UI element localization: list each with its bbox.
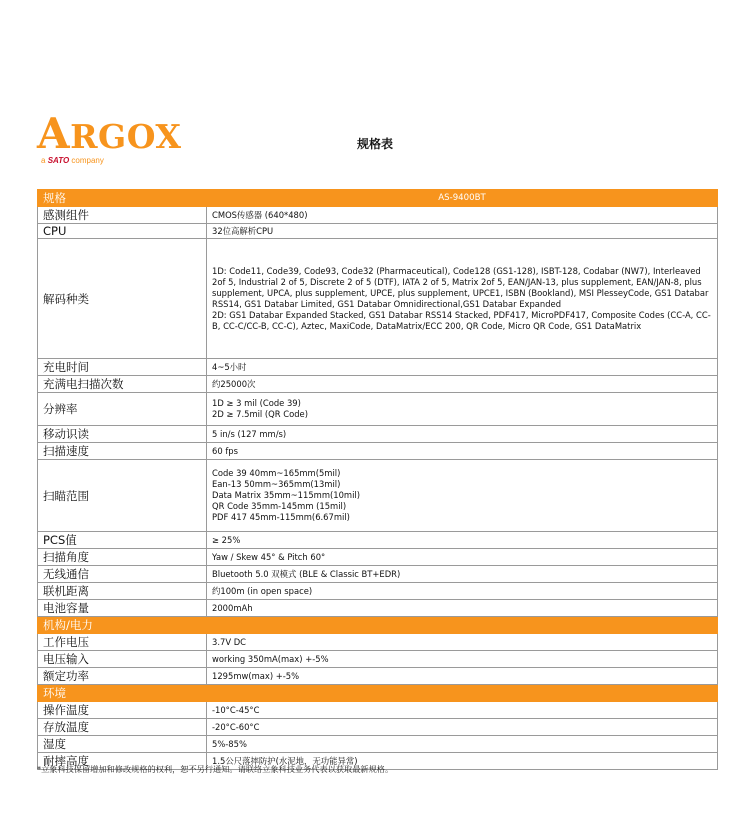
spec-key: 充电时间 <box>38 359 207 376</box>
spec-value: -20°C-60°C <box>207 719 718 736</box>
spec-key: 电压输入 <box>38 651 207 668</box>
sato-brand: SATO <box>47 156 70 165</box>
spec-value: Bluetooth 5.0 双模式 (BLE & Classic BT+EDR) <box>207 566 718 583</box>
spec-row <box>38 393 718 426</box>
spec-value: working 350mA(max) +-5% <box>207 651 718 668</box>
section-header <box>38 617 718 634</box>
spec-key: CPU <box>38 224 207 239</box>
spec-key: 移动识读 <box>38 426 207 443</box>
spec-value: 1D: Code11, Code39, Code93, Code32 (Pharmaceutical), Code128 (GS1-128), ISBT-128, Codabar (NW7), Interleaved 2of 5, Industrial 2 of 5, Discrete 2 of 5 (DTF), IATA 2 of 5, Matrix 2of 5, EAN/JAN-13, plus supplement, EAN/JAN-8, plus supplement, UPCA, plus supplement, UPCE, plus supplement, UPCE1, ISBN (Bookland), MSI PlesseyCode, GS1 Databar RSS14, GS1 Databar Limited, GS1 Databar Omnidirectional,GS1 Databar Expanded 2D: GS1 Databar Expanded Stacked, GS1 Databar RSS14 Stacked, PDF417, MicroPDF417, Composite Codes (CC-A, CC-B, CC-C/CC-B, CC-C), Aztec, MaxiCode, DataMatrix/ECC 200, QR Code, Micro QR Code, GS1 DataMatrix <box>207 239 718 359</box>
spec-row <box>38 566 718 583</box>
spec-key: 湿度 <box>38 736 207 753</box>
tagline-prefix: a <box>41 156 46 165</box>
spec-key: 操作温度 <box>38 702 207 719</box>
logo-rest: RGOX <box>70 117 182 156</box>
spec-key: 扫描速度 <box>38 443 207 460</box>
spec-table-body <box>38 190 718 770</box>
spec-row <box>38 460 718 532</box>
spec-row <box>38 651 718 668</box>
spec-row <box>38 443 718 460</box>
spec-key: 解码种类 <box>38 239 207 359</box>
section-title: 环境 <box>38 685 207 702</box>
logo-initial: A <box>37 109 71 158</box>
spec-row <box>38 224 718 239</box>
logo-tagline <box>41 156 104 165</box>
spec-value: CMOS传感器 (640*480) <box>207 207 718 224</box>
spec-row <box>38 207 718 224</box>
section-title-blank <box>207 617 718 634</box>
spec-key: 分辨率 <box>38 393 207 426</box>
spec-row <box>38 239 718 359</box>
footer-note: *立象科技保留增加和修改规格的权利，恕不另行通知。请联络立象科技业务代表以获取最新规格。 <box>37 764 394 774</box>
spec-value: 5 in/s (127 mm/s) <box>207 426 718 443</box>
spec-row <box>38 583 718 600</box>
spec-table <box>37 189 718 770</box>
spec-key: 额定功率 <box>38 668 207 685</box>
section-header <box>38 190 718 207</box>
spec-value: ≥ 25% <box>207 532 718 549</box>
spec-value: 32位高解析CPU <box>207 224 718 239</box>
spec-value: 60 fps <box>207 443 718 460</box>
spec-value: 1D ≥ 3 mil (Code 39) 2D ≥ 7.5mil (QR Code) <box>207 393 718 426</box>
page-header <box>0 0 750 180</box>
spec-key: 无线通信 <box>38 566 207 583</box>
spec-value: 3.7V DC <box>207 634 718 651</box>
spec-row <box>38 426 718 443</box>
spec-value: 1295mw(max) +-5% <box>207 668 718 685</box>
section-title: 机构/电力 <box>38 617 207 634</box>
spec-key: 联机距离 <box>38 583 207 600</box>
spec-value: -10°C-45°C <box>207 702 718 719</box>
section-title-blank <box>207 685 718 702</box>
spec-row <box>38 634 718 651</box>
spec-value: 5%-85% <box>207 736 718 753</box>
spec-value: Yaw / Skew 45° & Pitch 60° <box>207 549 718 566</box>
spec-key: 耐摔高度 <box>38 753 207 770</box>
section-title: 规格 <box>38 190 207 207</box>
spec-key: 存放温度 <box>38 719 207 736</box>
spec-row <box>38 359 718 376</box>
spec-value: 4~5小时 <box>207 359 718 376</box>
spec-key: 扫描角度 <box>38 549 207 566</box>
spec-row <box>38 600 718 617</box>
spec-key: 扫瞄范围 <box>38 460 207 532</box>
spec-row <box>38 702 718 719</box>
spec-key: 充满电扫描次数 <box>38 376 207 393</box>
spec-key: 工作电压 <box>38 634 207 651</box>
section-header <box>38 685 718 702</box>
spec-value: 约25000次 <box>207 376 718 393</box>
spec-row <box>38 668 718 685</box>
logo-wordmark <box>37 109 182 158</box>
spec-row <box>38 736 718 753</box>
spec-key: PCS值 <box>38 532 207 549</box>
spec-value: 2000mAh <box>207 600 718 617</box>
spec-key: 电池容量 <box>38 600 207 617</box>
spec-row <box>38 532 718 549</box>
spec-row <box>38 719 718 736</box>
page-title: 规格表 <box>357 137 394 151</box>
spec-value: 约100m (in open space) <box>207 583 718 600</box>
spec-key: 感测组件 <box>38 207 207 224</box>
argox-logo <box>37 109 182 169</box>
tagline-suffix: company <box>71 156 104 165</box>
spec-row <box>38 376 718 393</box>
model-name: AS-9400BT <box>207 190 718 207</box>
spec-value: Code 39 40mm~165mm(5mil) Ean-13 50mm~365mm(13mil) Data Matrix 35mm~115mm(10mil) QR Code 35mm-145mm (15mil) PDF 417 45mm-115mm(6.67mil) <box>207 460 718 532</box>
spec-row <box>38 549 718 566</box>
spec-value: 1.5公尺落摔防护(水泥地，无功能异常) <box>207 753 718 770</box>
